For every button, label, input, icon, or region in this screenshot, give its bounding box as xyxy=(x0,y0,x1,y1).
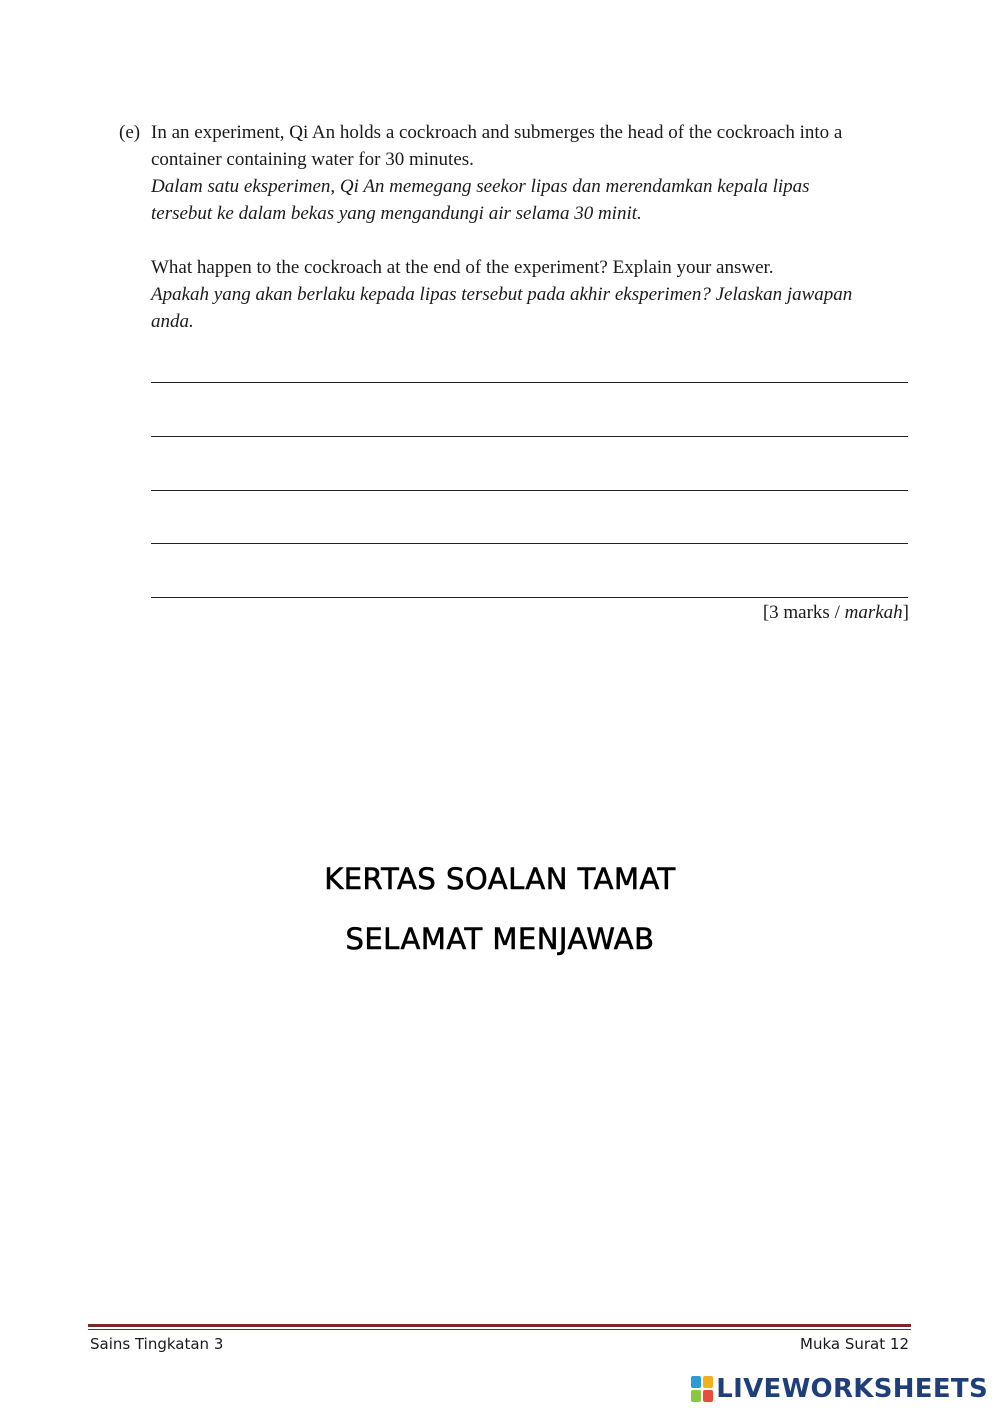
marks-suffix: ] xyxy=(902,602,909,623)
answer-line[interactable] xyxy=(151,597,908,598)
brand-name: LIVEWORKSHEETS xyxy=(716,1374,988,1404)
closing-title: KERTAS SOALAN TAMAT xyxy=(324,862,676,896)
closing-subtitle: SELAMAT MENJAWAB xyxy=(345,922,655,956)
footer-page-number: Muka Surat 12 xyxy=(800,1335,909,1353)
liveworksheets-logo[interactable] xyxy=(691,1372,988,1406)
question-text-en-line1: In an experiment, Qi An holds a cockroach and submerges the head of the cockroach into a xyxy=(151,122,843,143)
marks-label xyxy=(763,599,909,626)
marks-italic: markah xyxy=(844,602,903,623)
footer-subject: Sains Tingkatan 3 xyxy=(90,1335,224,1353)
question-text-en-line2: container containing water for 30 minutes. xyxy=(151,149,474,170)
footer-divider xyxy=(88,1324,911,1327)
answer-line[interactable] xyxy=(151,543,908,544)
question-label: (e) xyxy=(119,122,141,143)
answer-line[interactable] xyxy=(151,382,908,383)
footer-divider-thin xyxy=(88,1329,911,1330)
question-text-ms-line2: tersebut ke dalam bekas yang mengandungi air selama 30 minit. xyxy=(151,203,642,224)
prompt-text-ms-line2: anda. xyxy=(151,311,194,332)
prompt-text-ms-line1: Apakah yang akan berlaku kepada lipas tersebut pada akhir eksperimen? Jelaskan jawapan xyxy=(151,284,853,305)
answer-line[interactable] xyxy=(151,436,908,437)
liveworksheets-icon xyxy=(691,1376,713,1402)
question-text-ms-line1: Dalam satu eksperimen, Qi An memegang seekor lipas dan merendamkan kepala lipas xyxy=(151,176,810,197)
question-body xyxy=(151,119,909,335)
answer-line[interactable] xyxy=(151,490,908,491)
prompt-text-en: What happen to the cockroach at the end of the experiment? Explain your answer. xyxy=(151,257,774,278)
marks-prefix: [3 marks / xyxy=(762,602,845,623)
